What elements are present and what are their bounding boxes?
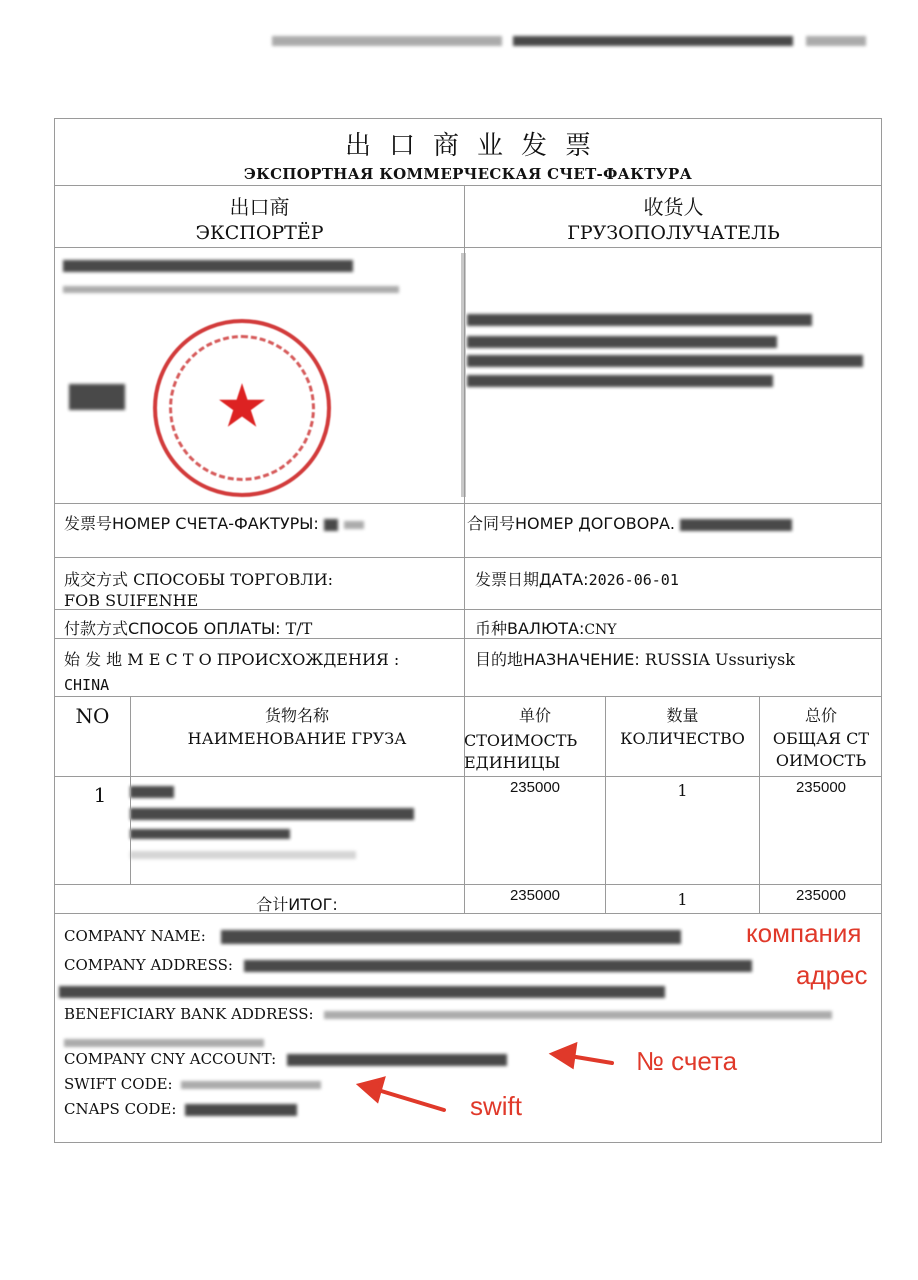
title-chinese: 出口商业发票 [344,131,609,161]
consignee-label-ru: ГРУЗОПОЛУЧАТЕЛЬ [567,222,780,244]
swift-label: SWIFT CODE: [64,1075,173,1093]
row1-qty: 1 [677,781,688,800]
th-unit-ru2: ЕДИНИЦЫ [464,753,561,772]
signature-redacted [69,384,125,410]
contract-number-label: 合同号НОМЕР ДОГОВОРА. [467,514,675,533]
currency-label: 币种ВАЛЮТА: [475,619,585,638]
company-stamp: ★ [153,319,331,497]
trade-method-value: FOB SUIFENHE [64,591,199,610]
invoice-date-field [475,567,679,590]
annotation-company: компания [746,918,862,948]
payment-method-label: 付款方式СПОСОБ ОПЛАТЫ: [64,619,281,638]
total-unit-price: 235000 [509,887,561,904]
beneficiary-bank-continued-redacted [64,1032,264,1051]
payment-method-value: T/T [285,619,313,638]
company-address-continued-redacted [59,981,665,1000]
annotation-swift: swift [470,1091,522,1121]
invoice-number-field [64,511,364,534]
th-total-ru1: ОБЩАЯ СТ [772,729,870,748]
row1-goods-redacted [130,781,430,859]
consignee-label-cn: 收货人 [643,195,704,219]
annotation-address: адрес [796,960,868,990]
exporter-label-ru: ЭКСПОРТЁР [195,222,324,244]
payment-method-field [64,616,312,639]
th-name-cn: 货物名称 [264,706,329,725]
th-no: NO [75,704,110,728]
account-label: COMPANY CNY ACCOUNT: [64,1050,277,1068]
beneficiary-bank-row [64,1005,832,1023]
invoice-form [54,118,882,1143]
row1-no: 1 [93,783,107,807]
company-address-label: COMPANY ADDRESS: [64,956,233,974]
th-total-cn: 总价 [804,706,837,725]
th-total-ru2: ОИМОСТЬ [775,751,867,770]
row1-unit-price: 235000 [509,779,561,796]
trade-method-label: 成交方式 СПОСОБЫ ТОРГОВЛИ: [64,570,334,589]
destination-value: RUSSIA Ussuriysk [644,650,795,669]
invoice-date-label: 发票日期ДАТА: [475,570,589,589]
account-row [64,1050,507,1068]
origin-value: CHINA [64,676,110,694]
origin-label: 始 发 地 М Е С Т О ПРОИСХОЖДЕНИЯ : [64,650,400,669]
destination-label: 目的地НАЗНАЧЕНИЕ: [475,650,640,669]
redacted-header-line [272,28,882,48]
currency-value: CNY [584,622,617,638]
contract-number-field [467,511,792,534]
swift-row [64,1075,321,1093]
beneficiary-bank-label: BENEFICIARY BANK ADDRESS: [64,1005,314,1023]
cnaps-label: CNAPS CODE: [64,1100,177,1118]
title-russian: ЭКСПОРТНАЯ КОММЕРЧЕСКАЯ СЧЕТ-ФАКТУРА [243,165,693,183]
th-qty-ru: КОЛИЧЕСТВО [620,729,745,748]
exporter-details-redacted [63,255,453,293]
company-name-row [64,927,681,945]
th-qty-cn: 数量 [666,706,699,725]
annotation-account: № счета [636,1046,738,1076]
total-qty: 1 [677,890,688,909]
th-name-ru: НАИМЕНОВАНИЕ ГРУЗА [187,729,407,748]
consignee-details-redacted [467,309,867,387]
currency-field [475,616,617,639]
invoice-date-value: 2026-06-01 [588,571,679,589]
company-address-row [64,956,752,974]
cnaps-row [64,1100,297,1118]
total-row-label: 合计ИТОГ: [256,895,338,914]
th-unit-cn: 单价 [518,706,551,725]
exporter-label-cn: 出口商 [229,195,290,219]
th-unit-ru1: СТОИМОСТЬ [464,731,578,750]
destination-field [475,647,795,670]
company-name-label: COMPANY NAME: [64,927,206,945]
total-total: 235000 [795,887,847,904]
invoice-number-label: 发票号НОМЕР СЧЕТА-ФАКТУРЫ: [64,514,319,533]
row1-total: 235000 [795,779,847,796]
